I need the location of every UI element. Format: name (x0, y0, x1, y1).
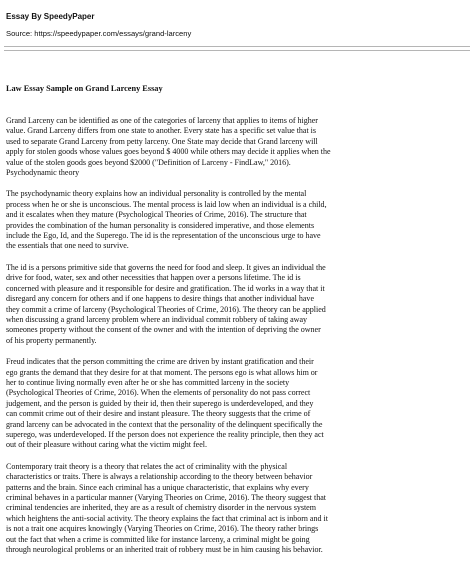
header-divider-bottom (4, 50, 470, 51)
paragraph-intro: Grand Larceny can be identified as one of the categories of larceny that applies to items of higher value. Grand Larceny differs from one state to another. Every state has a specific set value that is used to separate Grand Larceny from petty larceny. One State may decide that Grand larceny will apply for stolen goods whose values goes beyond $ 4000 while others may decide it applies when the value of the stolen goods goes beyond $2000 ("Definition of Larceny - FindLaw," 2016). Psychodynamic theory (6, 116, 331, 178)
paragraph-freud: Freud indicates that the person committing the crime are driven by instant gratification and their ego grants the demand that they desire for at that moment. The persons ego is what allows him or her to continue living normally even after he or she has committed larceny in the society (Psychological Theories of Crime, 2016). When the elements of personality do not pass correct judgement, and the person is guided by their id, then their superego is underdeveloped, and they can commit crime out of their desire and instant pleasure. The theory suggests that the crime of grand larceny can be advocated in the context that the personality of the delinquent specifically the superego, was underdeveloped. If the person does not experience the reality principle, then they act out of their pleasure without caring what the victim might feel. (6, 357, 324, 450)
paragraph-trait-theory: Contemporary trait theory is a theory that relates the act of criminality with the physical characteristics or traits. There is always a relationship according to the theory between behavior patterns and the brain. Since each criminal has a unique characteristic, that explains why every criminal behaves in a particular manner (Varying Theories on Crime, 2016). The theory suggest that criminal tendencies are inherited, they are as a result of chemistry disorder in the nervous system which heightens the anti-social activity. The theory explains the fact that criminal act is inborn and it is not a trait one acquires knowingly (Varying Theories on Crime, 2016). The theory rather brings out the fact that when a crime is committed like for instance larceny, a criminal might be going through neurological problems or an inherited trait of robbery must be in him causing his behavior. (6, 461, 328, 555)
essay-body (6, 116, 468, 566)
header-divider-top (4, 46, 470, 47)
essay-title: Law Essay Sample on Grand Larceny Essay (6, 84, 163, 93)
paragraph-psychodynamic: The psychodynamic theory explains how an individual personality is controlled by the mental process when he or she is unconscious. The mental process is laid low when an individual is a child, and it escalates when they mature (Psychological Theories of Crime, 2016). The structure that provides the combination of the human personality is considered imperative, and those elements include the Ego, Id, and the Superego. The id is the representation of the unconscious urge to have the essentials that one need to survive. (6, 189, 327, 251)
source-line: Source: https://speedypaper.com/essays/grand-larceny (6, 29, 192, 38)
site-name: Essay By SpeedyPaper (6, 12, 95, 21)
paragraph-id: The id is a persons primitive side that governs the need for food and sleep. It gives an individual the drive for food, water, sex and other necessities that happen over a persons lifetime. The id is concerned with pleasure and it responsible for desire and gratification. The id works in a way that it disregard any concern for others and if one happens to desire things that another individual have they commit a crime of larceny (Psychological Theories of Crime, 2016). The theory can be applied when discussing a grand larceny problem where an individual commit robbery of taking away someones property without the consent of the owner and with the intention of depriving the owner of his property permanently. (6, 262, 326, 345)
